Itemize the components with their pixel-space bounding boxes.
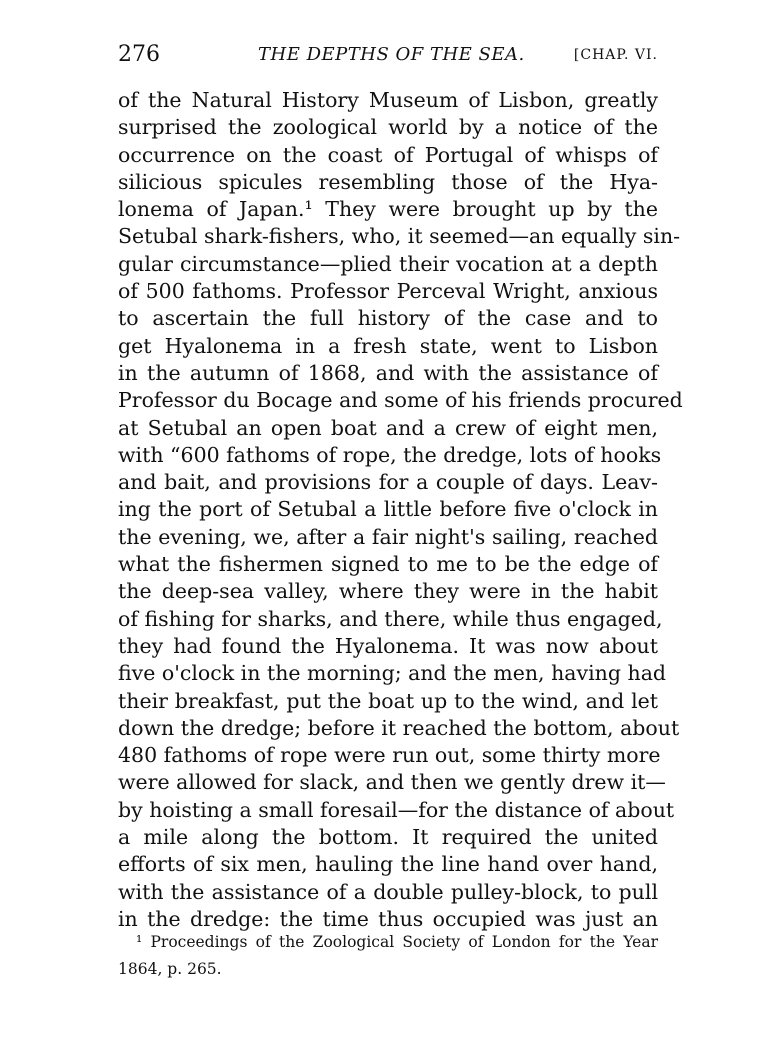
text-line: surprised the zoological world by a notice of the: [118, 115, 658, 140]
text-line: of 500 fathoms. Professor Perceval Wright, anxious: [118, 279, 658, 304]
text-line: efforts of six men, hauling the line hand over hand,: [118, 852, 658, 877]
text-line: in the dredge: the time thus occupied was just an: [118, 906, 658, 931]
footnote-line: 1864, p. 265.: [118, 960, 222, 978]
text-line: at Setubal an open boat and a crew of eight men,: [118, 415, 658, 440]
text-line: a mile along the bottom. It required the united: [118, 825, 658, 850]
text-line: occurrence on the coast of Portugal of whisps of: [118, 142, 658, 167]
text-line: five o'clock in the morning; and the men, having had: [118, 661, 667, 686]
text-line: Professor du Bocage and some of his friends procured: [118, 388, 683, 413]
text-line: of fishing for sharks, and there, while thus engaged,: [118, 606, 663, 631]
chapter-reference: [CHAP. VI.: [573, 47, 658, 63]
text-line: to ascertain the full history of the case and to: [118, 306, 658, 331]
text-line: down the dredge; before it reached the bottom, about: [118, 715, 680, 740]
text-line: of the Natural History Museum of Lisbon, greatly: [118, 88, 658, 112]
footnotes: [118, 929, 658, 983]
text-line: with “600 fathoms of rope, the dredge, lots of hooks: [118, 442, 662, 467]
text-line: the deep-sea valley, where they were in the habit: [118, 579, 658, 604]
text-line: their breakfast, put the boat up to the wind, and let: [118, 688, 658, 713]
text-line: and bait, and provisions for a couple of days. Leav-: [118, 470, 658, 495]
text-line: by hoisting a small foresail—for the distance of about: [118, 797, 675, 822]
body-text: [118, 87, 683, 933]
text-line: Setubal shark-fishers, who, it seemed—an equally sin-: [118, 224, 681, 249]
text-line: silicious spicules resembling those of the Hya-: [118, 169, 658, 194]
page-number: 276: [118, 42, 160, 67]
text-line: get Hyalonema in a fresh state, went to Lisbon: [118, 333, 658, 358]
text-line: ing the port of Setubal a little before five o'clock in: [118, 497, 658, 522]
text-line: lonema of Japan.¹ They were brought up by the: [118, 197, 658, 222]
text-line: gular circumstance—plied their vocation at a depth: [118, 251, 658, 276]
text-line: with the assistance of a double pulley-block, to pull: [118, 879, 658, 904]
running-head: [118, 40, 658, 70]
text-line: they had found the Hyalonema. It was now about: [118, 633, 658, 658]
text-line: were allowed for slack, and then we gently drew it—: [118, 770, 666, 795]
text-line: what the fishermen signed to me to be the edge of: [118, 552, 658, 577]
text-line: the evening, we, after a fair night's sailing, reached: [118, 524, 658, 549]
text-line: 480 fathoms of rope were run out, some thirty more: [118, 743, 661, 768]
text-line: in the autumn of 1868, and with the assistance of: [118, 360, 658, 385]
running-title: THE DEPTHS OF THE SEA.: [258, 44, 525, 65]
footnote-line: ¹ Proceedings of the Zoological Society of London for the Year: [136, 933, 658, 951]
